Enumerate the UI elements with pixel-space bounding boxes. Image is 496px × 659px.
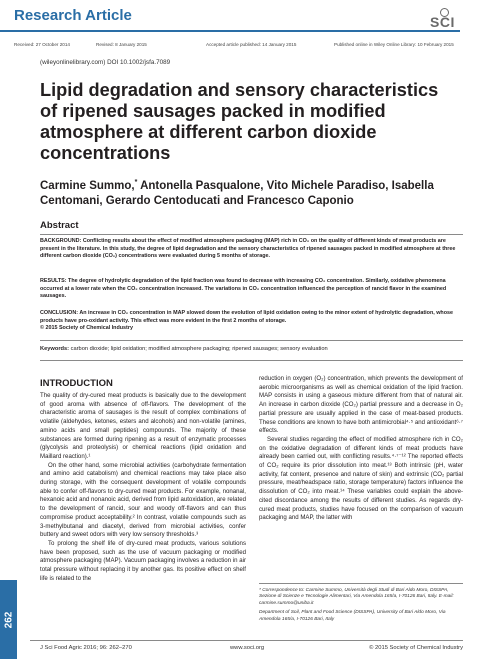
- affiliation-footnote: Department of Soil, Plant and Food Science (DISSPA), University of Bari Aldo Moro, Via Amendola 165/a, I-70126 Bari, Italy: [259, 610, 446, 622]
- page-number-tab: [0, 580, 17, 659]
- left-column: [40, 392, 246, 583]
- journal-citation: J Sci Food Agric 2016; 96: 262–270: [40, 645, 132, 651]
- keywords-text: carbon dioxide; lipid oxidation; modified atmosphere packaging; ripened sausages; sensory evaluation: [69, 346, 328, 352]
- footnote-rule: [259, 583, 463, 584]
- doi-line: (wileyonlinelibrary.com) DOI 10.1002/jsfa.7089: [40, 59, 171, 66]
- header-rule: [0, 30, 460, 32]
- footer-rule: [30, 640, 463, 641]
- abstract-background: BACKGROUND: Conflicting results about the effect of modified atmosphere packaging (MAP) rich in CO₂ on the quality of different kinds of meat products are present in the literature. In this study, the degree of lipid degradation and the sensory characteristics of ripened sausages packed in modified atmosphere at three different carbon dioxide (CO₂) concentrations were evaluated during 5 months of storage.: [40, 238, 456, 260]
- society-website: www.soci.org: [230, 645, 265, 651]
- author-list: [40, 179, 460, 209]
- received-date: Received: 27 October 2014: [14, 42, 70, 47]
- logo-text: SCI: [430, 14, 455, 30]
- keywords-bottom-rule: [40, 360, 463, 361]
- keywords-top-rule: [40, 340, 463, 341]
- published-date: Published online in Wiley Online Library: 10 February 2015: [334, 42, 454, 47]
- co-authors: Antonella Pasqualone, Vito Michele Paradiso, Isabella Centomani, Gerardo Centoducati and Francesco Caponio: [40, 180, 434, 207]
- abstract-heading: Abstract: [40, 220, 79, 231]
- abstract-top-rule: [40, 234, 463, 235]
- abstract-copyright: © 2015 Society of Chemical Industry: [40, 325, 133, 331]
- corresponding-author: Carmine Summo,: [40, 180, 135, 192]
- abstract-results: RESULTS: The degree of hydrolytic degradation of the lipid fraction was found to decrease with increasing CO₂ concentration. Similarly, oxidative phenomena occurred at a lower rate when the CO₂ concentration increased. The variations in CO₂ concentration influenced the perception of rancid flavor in the examined sausages.: [40, 278, 447, 300]
- intro-paragraph-5: Several studies regarding the effect of modified atmosphere rich in CO₂ on the oxidative degradation of different kinds of meat products have already been carried out, with conflicting results.⁴·⁷⁻¹² The reported effects of CO₂ require its prior dissolution into meat.¹³ Both intrinsic (pH, water activity, fat content, presence and nature of skin) and extrinsic (CO₂ partial pressure, meat/headspace ratio, storage temperature) factors influence the dissolution of CO₂ into meat.¹⁴ These variables could explain the above-cited discordance among the results of different studies. As regards dry-cured meat products, studies have focused on the comparison of vacuum packaging and MAP, the latter with: [259, 435, 463, 522]
- section-label: Research Article: [14, 7, 132, 24]
- page-number: 262: [3, 611, 14, 628]
- accepted-date: Accepted article published: 14 January 2015: [206, 42, 297, 47]
- intro-paragraph-1: The quality of dry-cured meat products is basically due to the development of good aroma with absence of off-flavors. The development of the characteristic aroma of sausages is the result of complex combinations of volatile (aldehydes, ketones, esters and alcohols) and non-volatile (amines, amino acids and small peptides) compounds. The majority of these substances are formed during ripening as a result of enzymatic processes (glycolysis and proteolysis) or chemical reactions (lipid oxidation and Maillard reaction).¹: [40, 392, 246, 460]
- revised-date: Revised: 8 January 2015: [96, 42, 147, 47]
- footer-copyright: © 2015 Society of Chemical Industry: [369, 645, 463, 651]
- intro-paragraph-2: On the other hand, some microbial activities (carbohydrate fermentation and amino acid catabolism) and chemical reactions may take place also during storage, with the consequent development of volatile compounds able to confer off-flavors to dry-cured meat products. For example, nonanal, hexanoic acid and nonanoic acid, derived from lipid autoxidation, are related to the development of rancid, sour and woody off-flavors and can thus compromise product acceptability.² In contrast, volatile compounds such as 3-methylbutanal and diacetyl, derived from microbial activities, confer buttery and sweet odors with very low sensory thresholds.³: [40, 461, 246, 539]
- article-title: Lipid degradation and sensory characteristics of ripened sausages packed in modified atmosphere at different carbon dioxide concentrations: [40, 80, 439, 163]
- introduction-heading: INTRODUCTION: [40, 378, 113, 389]
- right-column: [259, 375, 463, 523]
- correspondence-footnote: * Correspondence to: Carmine Summo, Università degli Studi di Bari Aldo Moro, DISSPA, Sezione di Scienze e Tecnologie Alimentari, Via Amendola 165/a, I-70126 Bari, Italy. E-mail: carmine.summo@uniba.it: [259, 588, 454, 606]
- correspondence-mark: *: [134, 179, 138, 187]
- keywords: [40, 346, 463, 354]
- footnotes: [259, 588, 463, 626]
- sci-logo: [430, 8, 474, 32]
- intro-paragraph-3: To prolong the shelf life of dry-cured meat products, various solutions have been proposed, such as the use of vacuum packaging or modified atmosphere packaging (MAP). Vacuum packaging involves a reduction in air total pressure without replacing it by another gas. Its positive effect on shelf life is related to the: [40, 539, 246, 582]
- keywords-label: Keywords:: [40, 346, 70, 352]
- intro-paragraph-4: reduction in oxygen (O₂) concentration, which prevents the development of aerobic microorganisms as well as chemical oxidation of the lipid fraction. MAP consists in using a gaseous mixture different from that of natural air. An increase in carbon dioxide (CO₂) partial pressure and a decrease in O₂ partial pressure are usually applied in the case of meat-based products. These conditions are known to have both antimicrobial⁴·⁵ and antioxidant⁶·⁷ effects.: [259, 375, 463, 435]
- abstract-conclusion: CONCLUSION: An increase in CO₂ concentration in MAP slowed down the evolution of lipid oxidation owing to the minor extent of hydrolytic degradation, whose products have pro-oxidant activity. This effect was more evident in the first 2 months of storage.: [40, 310, 454, 324]
